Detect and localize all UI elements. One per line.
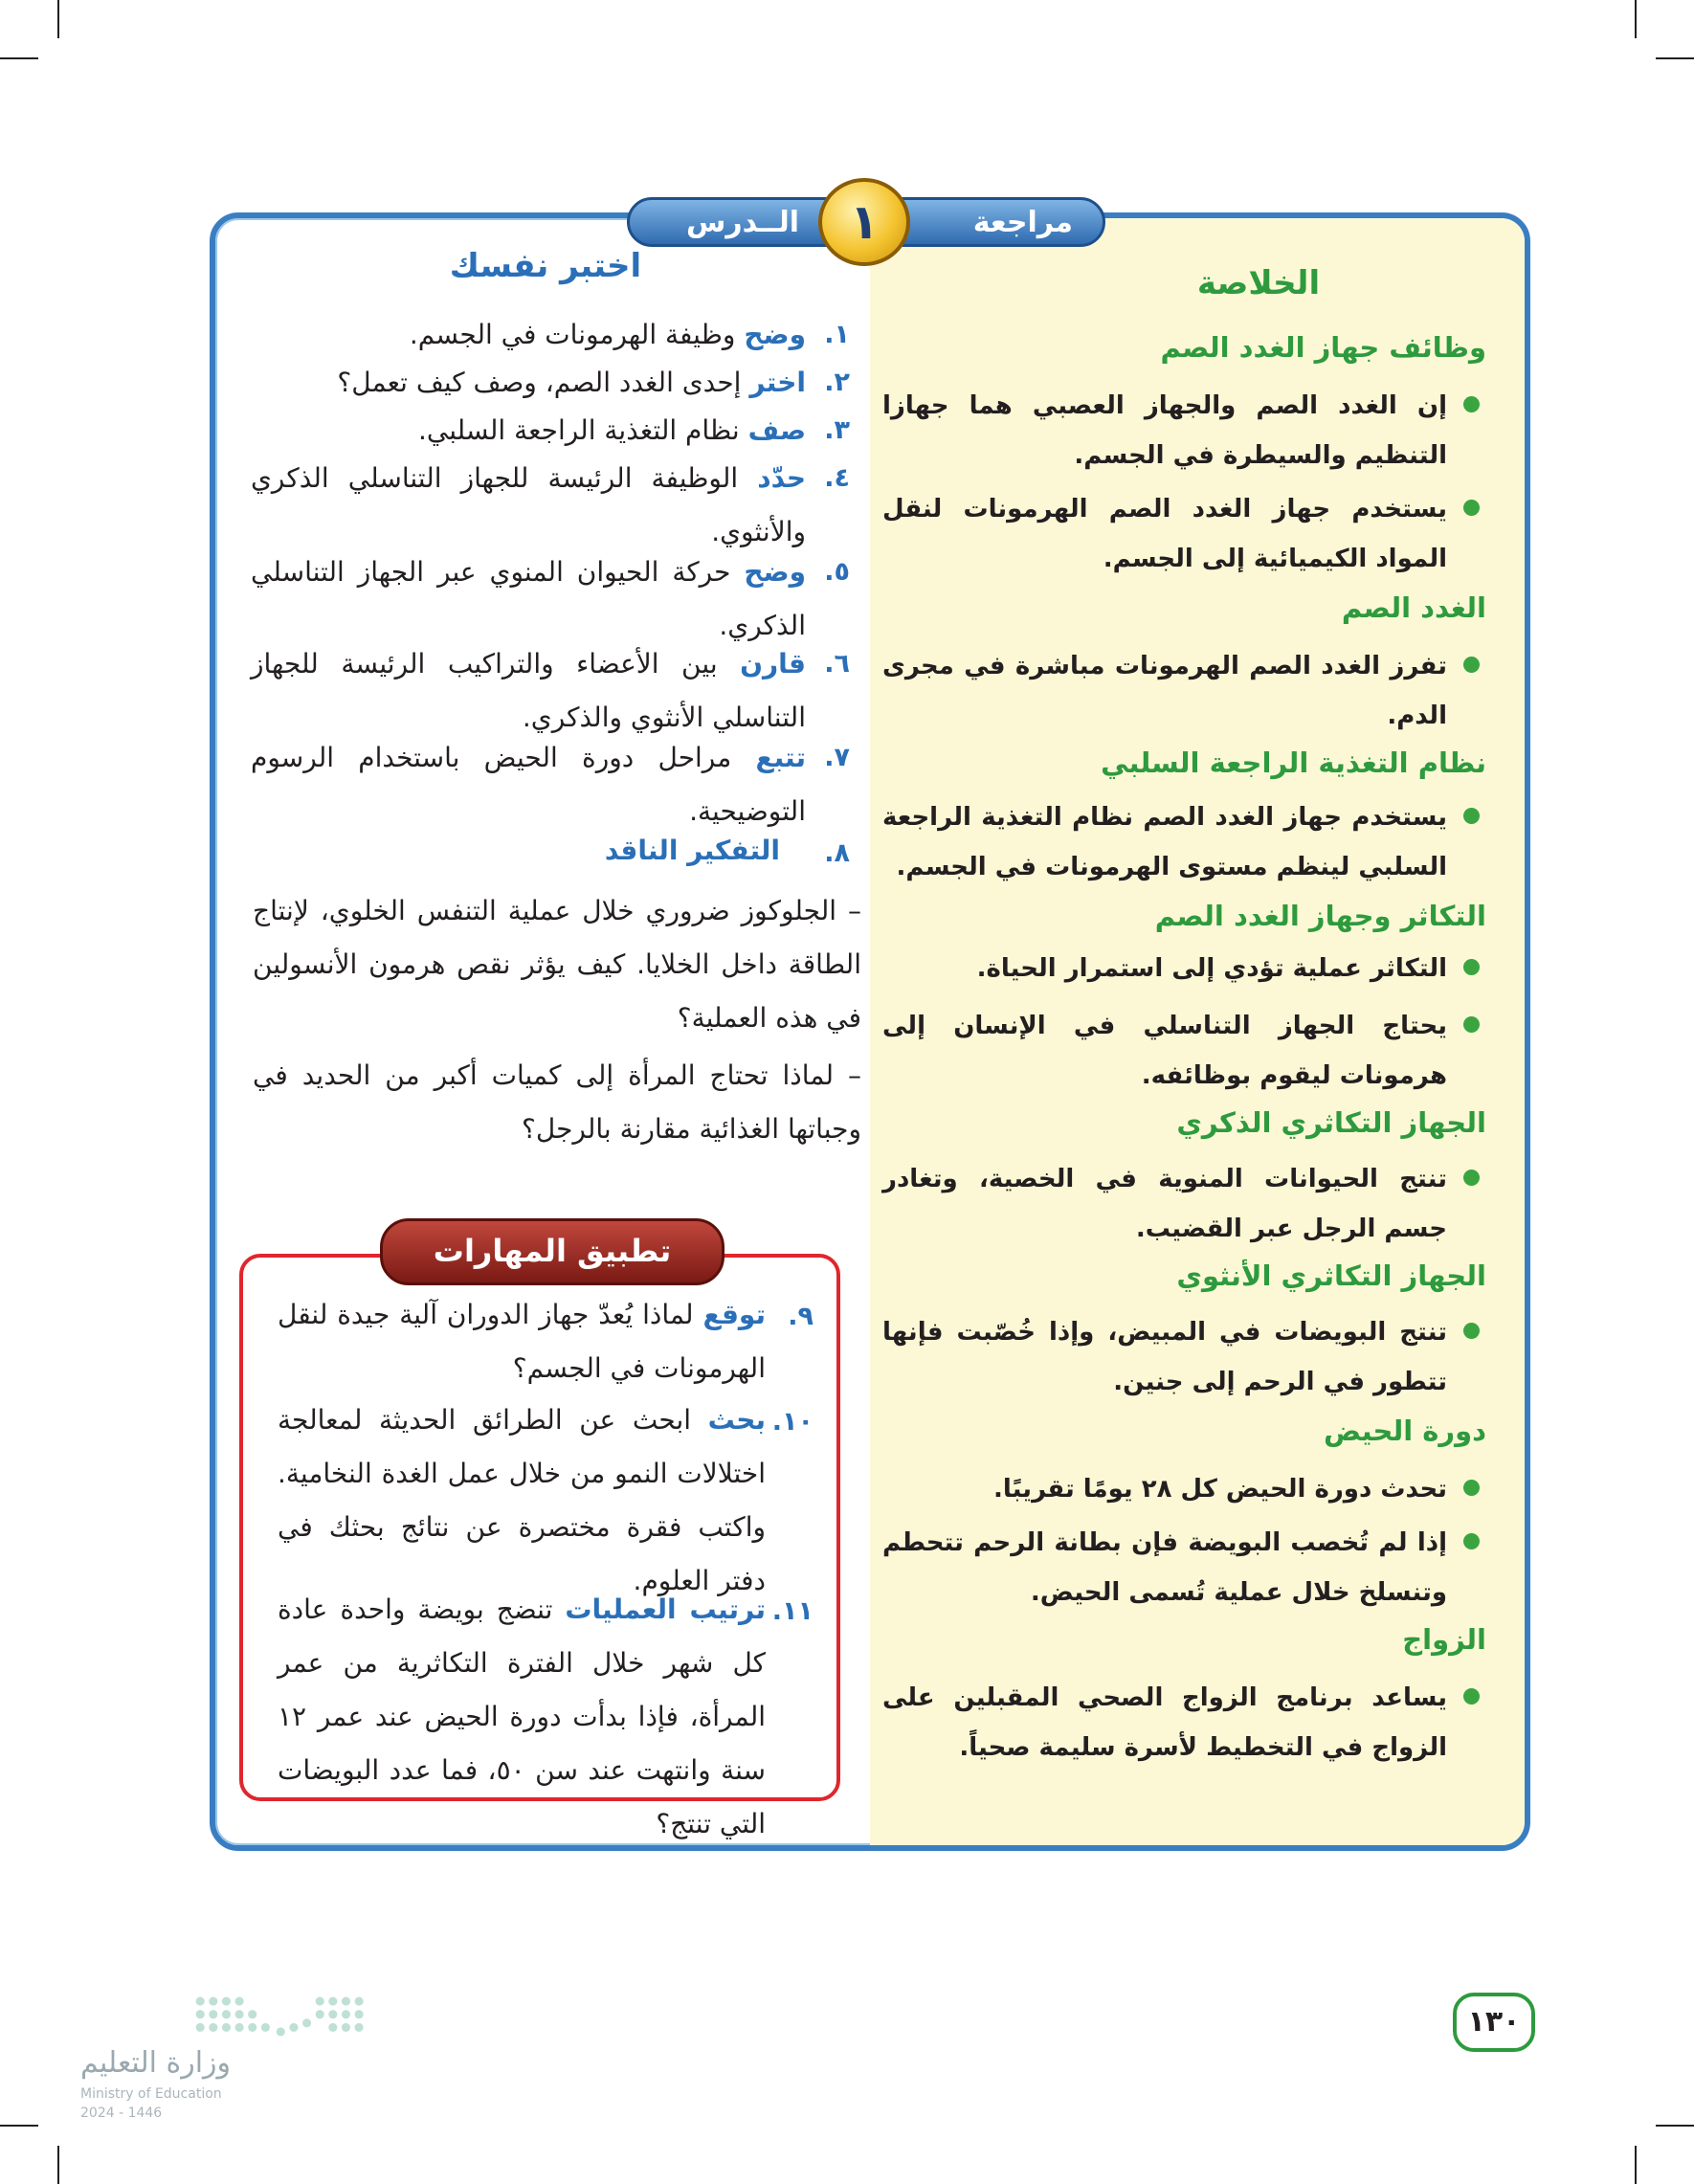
lesson-number-badge: ١ bbox=[818, 178, 910, 266]
summary-heading: الجهاز التكاثري الذكري bbox=[1176, 1106, 1486, 1139]
question-number: ٢. bbox=[824, 368, 850, 397]
review-label: مراجعة bbox=[972, 206, 1073, 239]
ministry-logo-icon bbox=[168, 1993, 389, 2040]
summary-heading: الغدد الصم bbox=[1341, 591, 1486, 624]
question-keyword: اختر bbox=[749, 367, 806, 398]
skills-question bbox=[278, 1288, 766, 1395]
question-number: ٥. bbox=[824, 557, 850, 587]
question-number: ٧. bbox=[824, 743, 850, 772]
question-text: مراحل دورة الحيض باستخدام الرسوم التوضيحية. bbox=[251, 742, 806, 827]
edition-year: 2024 - 1446 bbox=[80, 2106, 163, 2121]
question-text: ابحث عن الطرائق الحديثة لمعالجة اختلالات النمو من خلال عمل الغدة النخامية. واكتب فقرة مختصرة عن نتائج بحثك في دفتر العلوم. bbox=[278, 1404, 766, 1596]
crop-mark bbox=[57, 0, 59, 38]
bullet-dot bbox=[1463, 657, 1480, 673]
apply-skills-title: تطبيق المهارات bbox=[380, 1218, 724, 1285]
question-text: حركة الحيوان المنوي عبر الجهاز التناسلي الذكري. bbox=[251, 556, 806, 641]
summary-bullet: تفرز الغدد الصم الهرمونات مباشرة في مجرى الدم. bbox=[882, 652, 1447, 730]
test-yourself-title: اختبر نفسك bbox=[449, 247, 642, 285]
summary-heading: وظائف جهاز الغدد الصم bbox=[1160, 331, 1486, 364]
crop-mark bbox=[0, 2125, 38, 2127]
summary-title: الخلاصة bbox=[1196, 264, 1321, 302]
summary-bullet: تنتج الحيوانات المنوية في الخصية، وتغادر جسم الرجل عبر القضيب. bbox=[882, 1165, 1447, 1243]
bullet-dot bbox=[1463, 396, 1480, 412]
summary-heading: الجهاز التكاثري الأنثوي bbox=[1176, 1259, 1486, 1292]
question-item bbox=[251, 308, 806, 362]
crop-mark bbox=[0, 57, 38, 59]
summary-heading: التكاثر وجهاز الغدد الصم bbox=[1154, 900, 1486, 932]
lesson-label: الــدرس bbox=[686, 206, 800, 239]
summary-bullet: تحدث دورة الحيض كل ٢٨ يومًا تقريبًا. bbox=[993, 1475, 1447, 1504]
question-number: ٩. bbox=[788, 1302, 814, 1331]
question-keyword: تتبع bbox=[755, 742, 806, 773]
summary-bullet: إن الغدد الصم والجهاز العصبي هما جهازا التنظيم والسيطرة في الجسم. bbox=[882, 391, 1447, 470]
question-keyword: بحث bbox=[707, 1404, 766, 1436]
summary-heading: الزواج bbox=[1402, 1623, 1486, 1656]
question-item bbox=[251, 637, 806, 745]
bullet-dot bbox=[1463, 1688, 1480, 1705]
summary-heading: نظام التغذية الراجعة السلبي bbox=[1101, 747, 1486, 779]
question-keyword: توقع bbox=[702, 1299, 766, 1330]
skills-question bbox=[278, 1393, 766, 1608]
critical-thinking-heading: التفكير الناقد bbox=[604, 835, 780, 866]
question-keyword: وضح bbox=[744, 319, 806, 350]
question-number: ٣. bbox=[824, 415, 850, 445]
question-number: ٨. bbox=[824, 838, 850, 868]
ministry-name-arabic: وزارة التعليم bbox=[80, 2046, 232, 2080]
question-number: ٦. bbox=[824, 649, 850, 679]
question-keyword: قارن bbox=[740, 648, 807, 680]
page-number: ١٣٠ bbox=[1453, 1993, 1535, 2052]
question-number: ٤. bbox=[824, 463, 850, 493]
crop-mark bbox=[57, 2146, 59, 2184]
question-text: إحدى الغدد الصم، وصف كيف تعمل؟ bbox=[337, 367, 742, 398]
question-item bbox=[251, 356, 806, 410]
ministry-name-english: Ministry of Education bbox=[80, 2086, 222, 2102]
crop-mark bbox=[1656, 57, 1694, 59]
question-item bbox=[251, 452, 806, 559]
question-number: ١٠. bbox=[771, 1407, 814, 1437]
summary-bullet: يحتاج الجهاز التناسلي في الإنسان إلى هرمونات ليقوم بوظائفه. bbox=[882, 1012, 1447, 1090]
question-keyword: صف bbox=[747, 414, 806, 446]
question-text: نظام التغذية الراجعة السلبي. bbox=[417, 414, 740, 446]
question-number: ١١. bbox=[771, 1596, 814, 1626]
bullet-dot bbox=[1463, 1480, 1480, 1496]
bullet-dot bbox=[1463, 1016, 1480, 1033]
crop-mark bbox=[1635, 2146, 1637, 2184]
skills-question bbox=[278, 1583, 766, 1851]
question-text: وظيفة الهرمونات في الجسم. bbox=[409, 319, 736, 350]
bullet-dot bbox=[1463, 500, 1480, 516]
summary-bullet: تنتج البويضات في المبيض، وإذا خُصّبت فإنها تتطور في الرحم إلى جنين. bbox=[882, 1318, 1447, 1396]
summary-bullet: يساعد برنامج الزواج الصحي المقبلين على الزواج في التخطيط لأسرة سليمة صحياً. bbox=[882, 1683, 1447, 1762]
question-item bbox=[251, 404, 806, 457]
summary-bullet: يستخدم جهاز الغدد الصم نظام التغذية الراجعة السلبي لينظم مستوى الهرمونات في الجسم. bbox=[882, 803, 1447, 881]
question-text: تنضج بويضة واحدة عادة كل شهر خلال الفترة التكاثرية من عمر المرأة، فإذا بدأت دورة الحيض عند عمر ١٢ سنة وانتهت عند سن ٥٠، فما عدد البويضات التي تنتج؟ bbox=[278, 1593, 766, 1839]
bullet-dot bbox=[1463, 959, 1480, 975]
question-number: ١. bbox=[824, 320, 850, 349]
question-item bbox=[251, 731, 806, 838]
bullet-dot bbox=[1463, 1170, 1480, 1186]
summary-heading: دورة الحيض bbox=[1324, 1415, 1486, 1447]
bullet-dot bbox=[1463, 1533, 1480, 1549]
bullet-dot bbox=[1463, 1323, 1480, 1339]
question-text: الوظيفة الرئيسة للجهاز التناسلي الذكري والأنثوي. bbox=[251, 462, 806, 547]
critical-question: – الجلوكوز ضروري خلال عملية التنفس الخلوي، لإنتاج الطاقة داخل الخلايا. كيف يؤثر نقص هرمون الأنسولين في هذه العملية؟ bbox=[253, 895, 861, 1034]
crop-mark bbox=[1656, 2125, 1694, 2127]
question-keyword: وضح bbox=[744, 556, 806, 588]
crop-mark bbox=[1635, 0, 1637, 38]
question-keyword: ترتيب العمليات bbox=[565, 1593, 766, 1625]
summary-bullet: التكاثر عملية تؤدي إلى استمرار الحياة. bbox=[976, 954, 1447, 983]
question-text: لماذا يُعدّ جهاز الدوران آلية جيدة لنقل الهرمونات في الجسم؟ bbox=[278, 1299, 766, 1384]
summary-bullet: إذا لم تُخصب البويضة فإن بطانة الرحم تتحطم وتنسلخ خلال عملية تُسمى الحيض. bbox=[882, 1528, 1447, 1607]
critical-question: – لماذا تحتاج المرأة إلى كميات أكبر من الحديد في وجباتها الغذائية مقارنة بالرجل؟ bbox=[253, 1059, 861, 1145]
summary-bullet: يستخدم جهاز الغدد الصم الهرمونات لنقل المواد الكيميائية إلى الجسم. bbox=[882, 495, 1447, 573]
bullet-dot bbox=[1463, 808, 1480, 824]
question-keyword: حدّد bbox=[757, 462, 807, 494]
question-text: بين الأعضاء والتراكيب الرئيسة للجهاز التناسلي الأنثوي والذكري. bbox=[251, 648, 806, 733]
